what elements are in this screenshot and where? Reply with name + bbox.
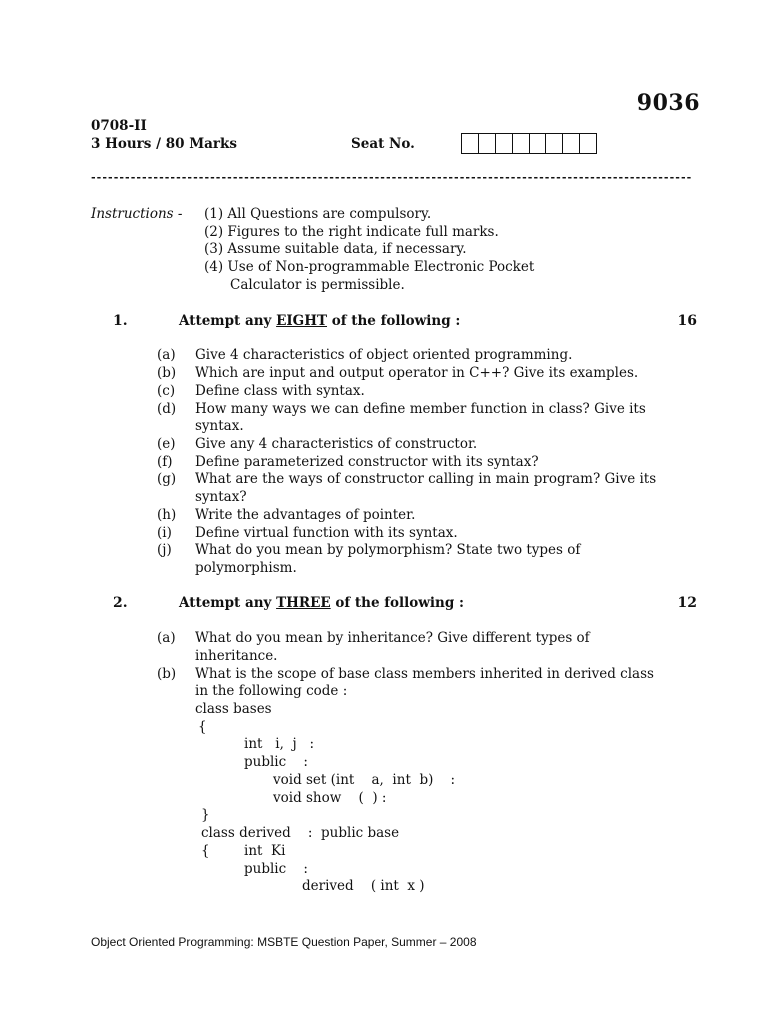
item-label: (b) — [157, 666, 177, 682]
seat-box — [529, 133, 547, 154]
item-label: (d) — [157, 401, 177, 417]
divider-line: ---------------------------------------------------------------------------------------------------------- — [90, 171, 692, 184]
code-line: int Ki — [244, 843, 286, 859]
item-label: (e) — [157, 436, 176, 452]
seat-box — [478, 133, 496, 154]
seat-box — [579, 133, 597, 154]
seat-box — [562, 133, 580, 154]
seat-box — [545, 133, 563, 154]
code-line: class derived : public base — [201, 825, 400, 841]
paper-number: 9036 — [636, 90, 700, 116]
item-text: Define parameterized constructor with its syntax? — [195, 454, 539, 470]
item-text: How many ways we can define member function in class? Give its — [195, 401, 646, 417]
item-text: What do you mean by inheritance? Give different types of — [195, 630, 590, 646]
item-text: What do you mean by polymorphism? State two types of — [195, 542, 581, 558]
item-text: syntax? — [195, 489, 247, 505]
item-label: (f) — [157, 454, 173, 470]
item-label: (h) — [157, 507, 177, 523]
item-text: syntax. — [195, 418, 244, 434]
code-line: class bases — [195, 701, 272, 717]
paper-code: 0708-II — [91, 118, 147, 134]
question-marks: 12 — [677, 595, 697, 611]
instruction-item: (4) Use of Non-programmable Electronic Pocket — [204, 259, 535, 275]
item-text: Which are input and output operator in C++? Give its examples. — [195, 365, 639, 381]
item-text: polymorphism. — [195, 560, 297, 576]
instructions-label: Instructions - — [91, 206, 183, 222]
question-title: Attempt any THREE of the following : — [179, 595, 464, 611]
code-line: void show ( ) : — [273, 790, 387, 806]
item-text: Define virtual function with its syntax. — [195, 525, 458, 541]
item-label: (j) — [157, 542, 172, 558]
seat-box — [495, 133, 513, 154]
item-label: (a) — [157, 347, 176, 363]
seat-box — [461, 133, 479, 154]
item-text: Give any 4 characteristics of constructor. — [195, 436, 478, 452]
item-text: inheritance. — [195, 648, 278, 664]
item-text: Give 4 characteristics of object oriented programming. — [195, 347, 573, 363]
code-line: } — [201, 807, 210, 823]
instruction-item: (1) All Questions are compulsory. — [204, 206, 432, 222]
duration-marks: 3 Hours / 80 Marks — [91, 136, 237, 152]
item-text: Define class with syntax. — [195, 383, 365, 399]
item-text: Write the advantages of pointer. — [195, 507, 416, 523]
item-label: (g) — [157, 471, 177, 487]
item-label: (i) — [157, 525, 172, 541]
question-number: 2. — [113, 595, 128, 611]
instruction-item: Calculator is permissible. — [230, 277, 405, 293]
item-label: (c) — [157, 383, 176, 399]
item-label: (b) — [157, 365, 177, 381]
instruction-item: (3) Assume suitable data, if necessary. — [204, 241, 467, 257]
code-line: public : — [244, 861, 308, 877]
page-footer: Object Oriented Programming: MSBTE Question Paper, Summer – 2008 — [91, 935, 477, 949]
code-line: void set (int a, int b) : — [273, 772, 456, 788]
item-label: (a) — [157, 630, 176, 646]
code-line: { — [201, 843, 210, 859]
code-line: int i, j : — [244, 736, 315, 752]
seat-number-label: Seat No. — [351, 136, 415, 152]
item-text: What is the scope of base class members inherited in derived class — [195, 666, 654, 682]
instruction-item: (2) Figures to the right indicate full marks. — [204, 224, 499, 240]
code-line: public : — [244, 754, 308, 770]
seat-box — [512, 133, 530, 154]
code-line: { — [198, 719, 207, 735]
item-text: in the following code : — [195, 683, 348, 699]
seat-number-boxes — [461, 133, 597, 154]
question-number: 1. — [113, 313, 128, 329]
item-text: What are the ways of constructor calling in main program? Give its — [195, 471, 657, 487]
question-marks: 16 — [677, 313, 697, 329]
code-line: derived ( int x ) — [302, 878, 425, 894]
question-title: Attempt any EIGHT of the following : — [179, 313, 461, 329]
